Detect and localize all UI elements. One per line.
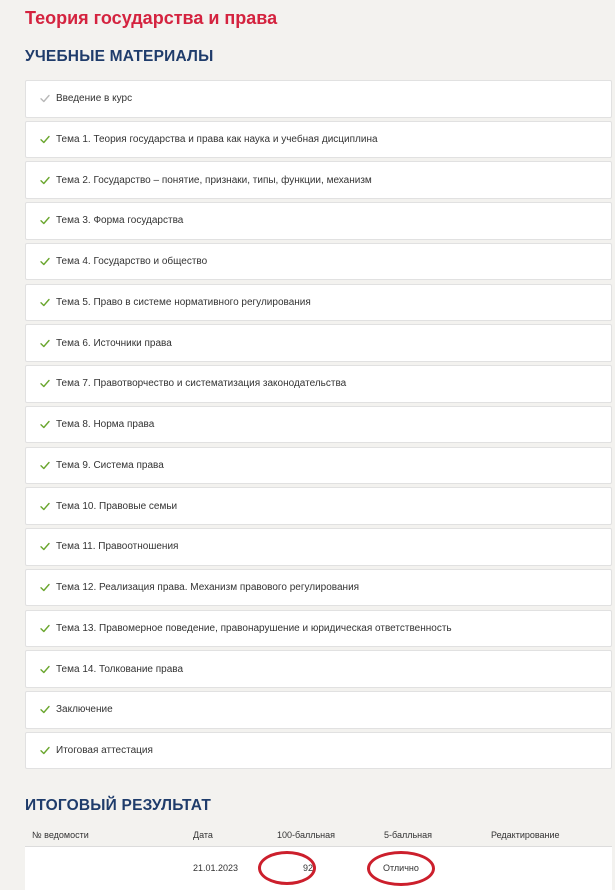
column-header-date: Дата (193, 830, 213, 840)
list-item[interactable] (25, 80, 612, 118)
list-item[interactable] (25, 650, 612, 688)
list-item[interactable] (25, 528, 612, 566)
check-icon (39, 175, 50, 186)
check-icon (39, 704, 50, 715)
check-icon (39, 582, 50, 593)
check-icon (39, 460, 50, 471)
material-item-label: Тема 3. Форма государства (56, 215, 184, 227)
list-item[interactable] (25, 365, 612, 403)
check-icon (39, 215, 50, 226)
material-item-label: Тема 6. Источники права (56, 337, 172, 349)
material-item-label: Тема 10. Правовые семьи (56, 500, 178, 512)
list-item[interactable] (25, 732, 612, 770)
list-item[interactable] (25, 610, 612, 648)
list-item[interactable] (25, 447, 612, 485)
material-item-label: Заключение (56, 704, 113, 716)
results-section-title: ИТОГОВЫЙ РЕЗУЛЬТАТ (25, 797, 212, 814)
material-item-label: Введение в курс (56, 93, 133, 105)
score-5-cell: Отлично (383, 863, 419, 873)
material-item-label: Тема 7. Правотворчество и систематизация законодательства (56, 378, 347, 390)
check-icon (39, 745, 50, 756)
material-item-label: Тема 9. Система права (56, 459, 164, 471)
material-item-label: Тема 2. Государство – понятие, признаки, типы, функции, механизм (56, 174, 372, 186)
check-icon (39, 501, 50, 512)
list-item[interactable] (25, 121, 612, 159)
list-item[interactable] (25, 406, 612, 444)
date-cell: 21.01.2023 (193, 863, 239, 873)
material-item-label: Тема 12. Реализация права. Механизм правового регулирования (56, 582, 360, 594)
material-item-label: Тема 8. Норма права (56, 419, 155, 431)
score-100-cell: 92 (303, 863, 314, 873)
material-item-label: Тема 11. Правоотношения (56, 541, 179, 553)
check-icon (39, 623, 50, 634)
check-icon (39, 93, 50, 104)
check-icon (39, 541, 50, 552)
material-item-label: Тема 1. Теория государства и права как наука и учебная дисциплина (56, 133, 378, 145)
list-item[interactable] (25, 202, 612, 240)
list-item[interactable] (25, 691, 612, 729)
check-icon (39, 338, 50, 349)
column-header-statement: № ведомости (32, 830, 89, 840)
column-header-edit: Редактирование (491, 830, 560, 840)
column-header-score-5: 5-балльная (384, 830, 432, 840)
material-item-label: Тема 14. Толкование права (56, 663, 184, 675)
results-table-header (25, 823, 612, 847)
course-title: Теория государства и права (25, 8, 278, 28)
table-row (25, 847, 612, 890)
list-item[interactable] (25, 487, 612, 525)
list-item[interactable] (25, 324, 612, 362)
results-table (25, 823, 612, 890)
material-item-label: Тема 5. Право в системе нормативного регулирования (56, 296, 311, 308)
check-icon (39, 134, 50, 145)
material-item-label: Тема 4. Государство и общество (56, 256, 208, 268)
column-header-score-100: 100-балльная (277, 830, 336, 840)
materials-list (25, 80, 612, 772)
check-icon (39, 256, 50, 267)
list-item[interactable] (25, 284, 612, 322)
material-item-label: Итоговая аттестация (56, 745, 153, 756)
list-item[interactable] (25, 569, 612, 607)
list-item[interactable] (25, 161, 612, 199)
check-icon (39, 378, 50, 389)
list-item[interactable] (25, 243, 612, 281)
check-icon (39, 419, 50, 430)
score-highlight-circle (258, 851, 316, 885)
materials-section-title: УЧЕБНЫЕ МАТЕРИАЛЫ (25, 48, 214, 65)
check-icon (39, 297, 50, 308)
check-icon (39, 664, 50, 675)
grade-highlight-circle (367, 851, 435, 886)
material-item-label: Тема 13. Правомерное поведение, правонарушение и юридическая ответственность (56, 622, 452, 634)
